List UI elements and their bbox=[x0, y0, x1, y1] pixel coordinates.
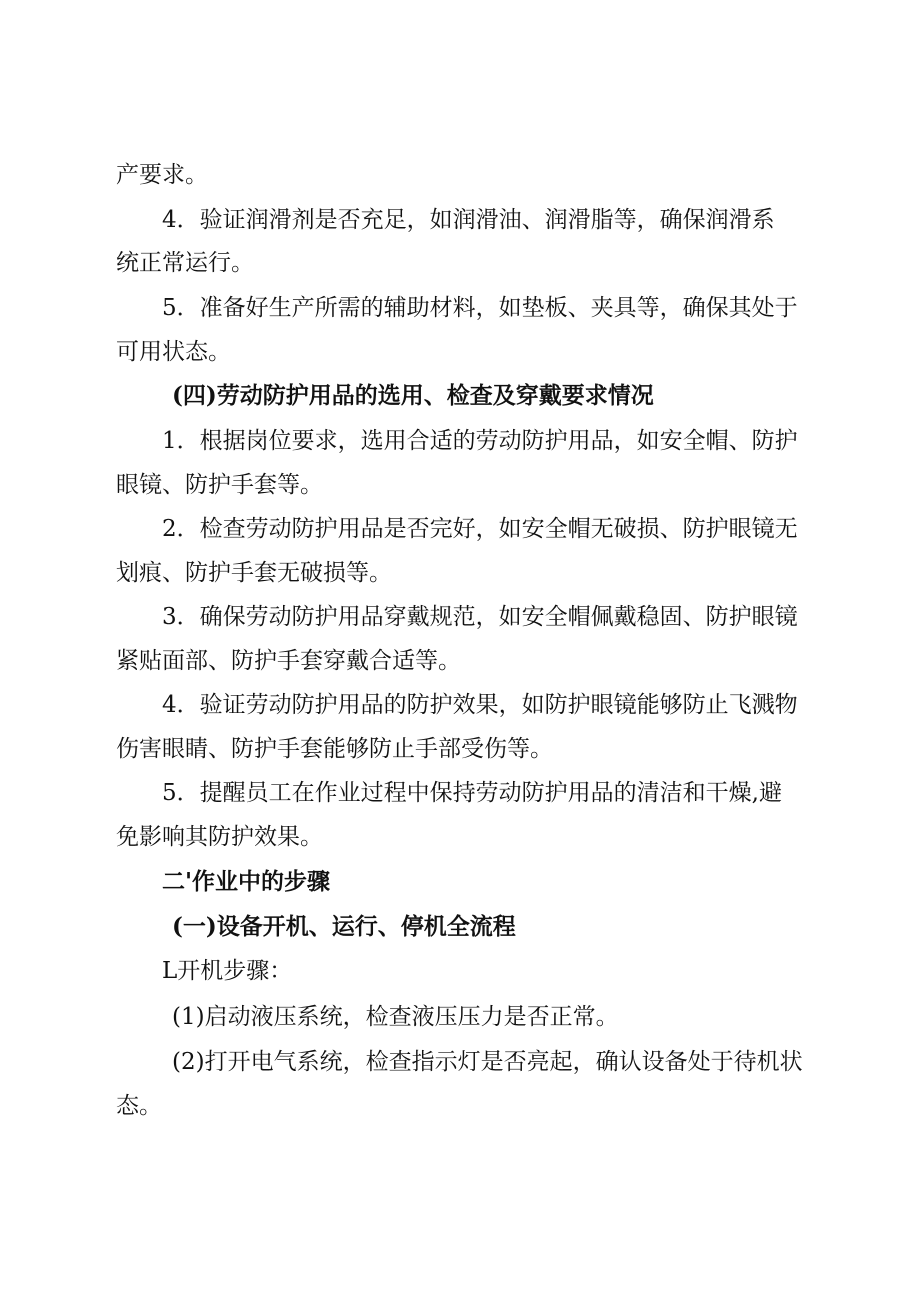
text-line-continuation: 眼镜、防护手套等。 bbox=[116, 472, 323, 498]
list-item-4-lubricant: 4．验证润滑剂是否充足，如润滑油、润滑脂等，确保润滑系 bbox=[162, 207, 775, 233]
startup-steps-label: L开机步骤： bbox=[162, 958, 293, 984]
list-item-3-wear: 3．确保劳动防护用品穿戴规范，如安全帽佩戴稳固、防护眼镜 bbox=[162, 604, 798, 630]
text-line-continuation: 产要求。 bbox=[116, 162, 208, 188]
text-line-continuation: 可用状态。 bbox=[116, 339, 231, 365]
list-item-1-select: 1．根据岗位要求，选用合适的劳动防护用品，如安全帽、防护 bbox=[162, 428, 798, 454]
text-line-continuation: 统正常运行。 bbox=[116, 250, 254, 276]
section-heading-operation-steps: 二'作业中的步骤 bbox=[162, 868, 331, 895]
text-line-continuation: 划痕、防护手套无破损等。 bbox=[116, 560, 392, 586]
list-item-2-check: 2．检查劳动防护用品是否完好，如安全帽无破损、防护眼镜无 bbox=[162, 516, 798, 542]
text-line-continuation: 紧贴面部、防护手套穿戴合适等。 bbox=[116, 648, 461, 674]
text-line-continuation: 态。 bbox=[116, 1093, 162, 1119]
list-item-5-materials: 5．准备好生产所需的辅助材料，如垫板、夹具等，确保其处于 bbox=[162, 295, 798, 321]
text-line-continuation: 免影响其防护效果。 bbox=[116, 824, 323, 850]
text-line-continuation: 伤害眼睛、防护手套能够防止手部受伤等。 bbox=[116, 736, 553, 762]
step-1-hydraulic: (1)启动液压系统，检查液压压力是否正常。 bbox=[172, 1004, 619, 1030]
list-item-4-verify: 4．验证劳动防护用品的防护效果，如防护眼镜能够防止飞溅物 bbox=[162, 692, 798, 718]
section-heading-protective-equipment: (四)劳动防护用品的选用、检查及穿戴要求情况 bbox=[172, 382, 654, 409]
step-2-electrical: (2)打开电气系统，检查指示灯是否亮起，确认设备处于待机状 bbox=[172, 1049, 803, 1075]
list-item-5-remind: 5．提醒员工在作业过程中保持劳动防护用品的清洁和干燥,避 bbox=[162, 780, 782, 806]
subsection-heading-equipment-process: (一)设备开机、运行、停机全流程 bbox=[172, 913, 516, 940]
